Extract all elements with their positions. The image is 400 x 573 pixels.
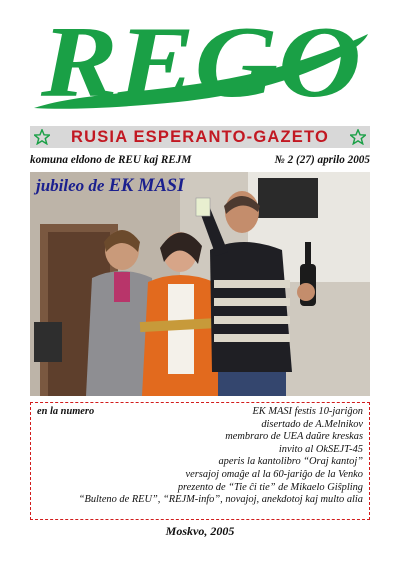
subtitle-banner (30, 126, 370, 148)
contents-box (30, 402, 370, 520)
place-date-footer: Moskvo, 2005 (165, 524, 235, 538)
contents-heading: en la numero (37, 406, 95, 417)
caption-prefix: jubileo de (36, 176, 109, 195)
contents-list (37, 406, 363, 507)
contents-item: disertado de A.Melnikov (261, 418, 363, 430)
masthead-logo (28, 4, 374, 122)
contents-item: invito al OkSEJT-45 (278, 443, 363, 455)
star-icon (350, 129, 366, 145)
contents-item: versajoj omaĝe al la 60-jariĝo de la Venko (185, 468, 363, 480)
contents-item: membraro de UEA daŭre kreskas (225, 431, 363, 443)
banner-title: RUSIA ESPERANTO-GAZETO (70, 127, 330, 146)
star-icon (34, 129, 50, 145)
photo-caption (36, 176, 184, 197)
cover-photo (30, 172, 370, 396)
publisher-note: komuna eldono de REU kaj REJM (30, 154, 192, 166)
logo-title: REGO (39, 6, 361, 119)
contents-item: prezento de “Tie ĉi tie” de Mikaelo Giŝpling (177, 481, 363, 493)
contents-item: EK MASI festis 10-jariĝon (252, 406, 363, 417)
caption-name: EK MASI (108, 176, 185, 196)
photo-illustration (30, 172, 370, 396)
contents-item: aperis la kantolibro “Oraj kantoj” (218, 456, 363, 468)
issue-number-date: № 2 (27) aprilo 2005 (274, 154, 370, 166)
issue-info-line (30, 152, 370, 168)
contents-item: “Bulteno de REU”, “REJM-info”, novajoj, anekdotoj kaj multo alia (78, 494, 363, 506)
